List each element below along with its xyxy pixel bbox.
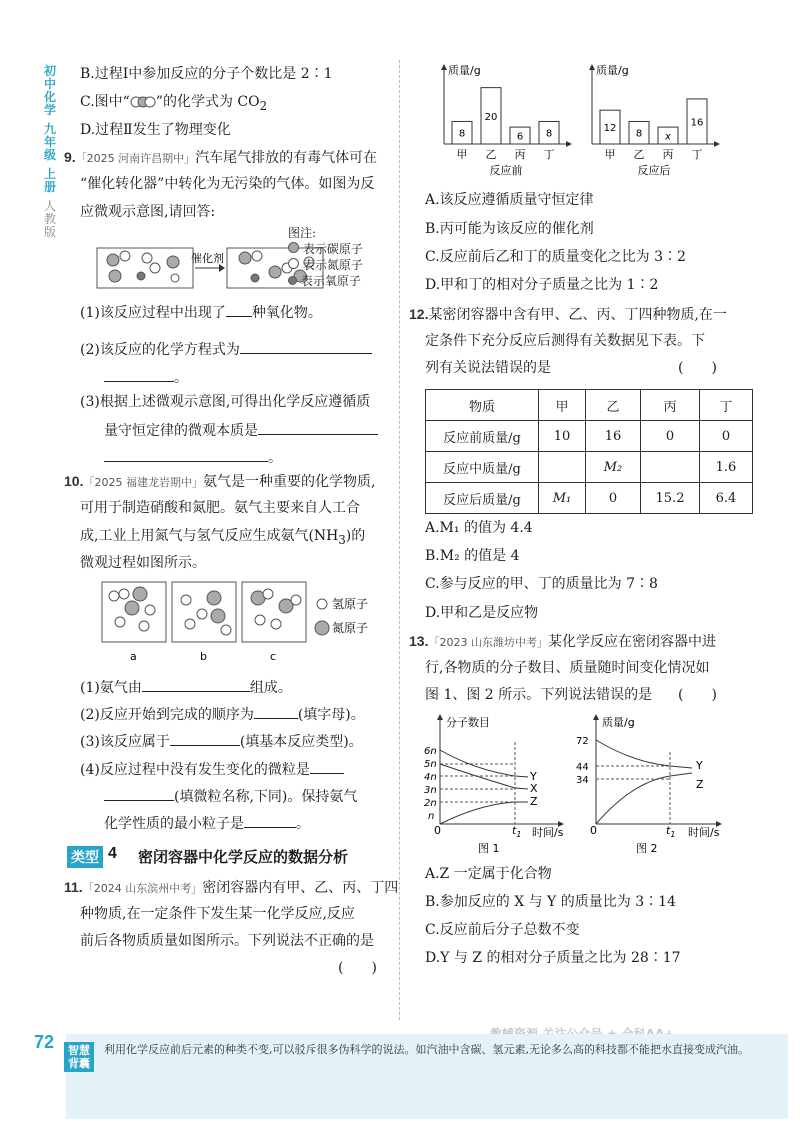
- y-axis-label: 质量/g: [596, 64, 629, 77]
- fig1-curve-x: X: [530, 782, 538, 795]
- table-cell: 反应后质量/g: [426, 483, 539, 514]
- q10-line-4: 微观过程如图所示。: [80, 555, 206, 571]
- chart-caption: 反应前: [489, 164, 523, 177]
- fig1-ylabel: 分子数目: [446, 716, 490, 729]
- fig2-caption: 图 2: [636, 842, 658, 855]
- answer-blank[interactable]: [104, 447, 268, 462]
- fig1-ytick: 6n: [424, 746, 437, 757]
- q11-line-2: 种物质,在一定条件下发生某一化学反应,反应: [80, 906, 355, 922]
- fig1-curve-z: Z: [530, 795, 538, 808]
- table-cell: 反应中质量/g: [426, 452, 539, 483]
- q11-option-b: B.丙可能为该反应的催化剂: [425, 221, 594, 237]
- answer-blank[interactable]: [142, 677, 250, 692]
- q10-micro-diagram: [100, 580, 400, 666]
- fig2-ytick: 34: [576, 775, 589, 786]
- fig2-ytick: 44: [576, 762, 589, 773]
- fig1-t1: $t_1$: [512, 824, 522, 839]
- q11-option-c: C.反应前后乙和丁的质量变化之比为 3∶2: [425, 249, 686, 265]
- table-header: 乙: [586, 390, 641, 421]
- table-cell: 0: [641, 421, 700, 452]
- bar-value-label: 20: [484, 111, 498, 123]
- category-tag: 类型: [67, 846, 103, 868]
- sidebar-term: 上册: [43, 167, 56, 194]
- q13-option-d: D.Y 与 Z 的相对分子质量之比为 28∶17: [425, 950, 681, 966]
- answer-blank[interactable]: [258, 420, 378, 435]
- category-label: 甲: [604, 148, 616, 161]
- y-axis-label: 质量/g: [448, 64, 481, 77]
- q9-arrow-label: 催化剂: [191, 252, 224, 265]
- fig2-ytick: 72: [576, 736, 589, 747]
- x-axis-arrow: [714, 141, 720, 147]
- sidebar-subject: 初中化学: [43, 64, 56, 117]
- bar-value-label: 16: [690, 117, 704, 129]
- fig2-t1: $t_1$: [666, 824, 676, 839]
- table-row: [426, 452, 753, 483]
- q12-line-2: 定条件下充分反应后测得有关数据见下表。下: [425, 333, 705, 349]
- answer-blank[interactable]: [244, 813, 296, 828]
- nitrogen-atom-icon: [315, 621, 329, 635]
- q10-part-4-cont: (填微粒名称,下同)。保持氨气: [104, 786, 357, 807]
- answer-blank[interactable]: [240, 339, 372, 354]
- table-cell: 10: [539, 421, 586, 452]
- bar-value-label: 12: [603, 123, 617, 135]
- q9-part-1: (1)该反应过程中出现了 种氧化物。: [80, 302, 322, 323]
- table-cell: 0: [700, 421, 753, 452]
- chart-caption: 反应后: [637, 164, 671, 177]
- q12-option-a: A.M₁ 的值为 4.4: [425, 520, 533, 536]
- q13-option-c: C.反应前后分子总数不变: [425, 922, 580, 938]
- sidebar: [40, 65, 60, 245]
- q12-option-c: C.参与反应的甲、丁的质量比为 7∶8: [425, 576, 658, 592]
- q10-part-3: (3)该反应属于 (填基本反应类型)。: [80, 731, 363, 752]
- page-number: 72: [34, 1032, 55, 1052]
- q9-line-2: “催化转化器”中转化为无污染的气体。如图为反: [80, 176, 375, 192]
- column-divider: [399, 60, 401, 1020]
- fig2-curve-z: Z: [696, 778, 704, 791]
- carbon-atom-icon: [288, 242, 299, 253]
- table-cell: 16: [586, 421, 641, 452]
- q9-legend: 图注: 表示碳原子 表示氮原子 表示氧原子: [288, 226, 363, 288]
- table-row: [426, 483, 753, 514]
- bar-value-label: 8: [635, 128, 643, 140]
- category-label: 甲: [456, 148, 468, 161]
- legend-nitrogen: 氮原子: [332, 621, 369, 635]
- q13-answer-paren[interactable]: ( ): [678, 687, 717, 703]
- table-cell: 反应前质量/g: [426, 421, 539, 452]
- bar-value-label: 8: [458, 128, 466, 140]
- q10-line-2: 可用于制造硝酸和氮肥。氨气主要来自人工合: [80, 500, 360, 516]
- q13-line-1: 13.「2023 山东潍坊中考」某化学反应在密闭容器中进: [409, 633, 716, 650]
- fig2-curve-y: Y: [696, 759, 703, 772]
- table-header: 甲: [539, 390, 586, 421]
- q9-part-3-cont: 量守恒定律的微观本质是: [104, 420, 378, 441]
- table-row: [426, 421, 753, 452]
- q10-part-4: (4)反应过程中没有发生变化的微粒是: [80, 759, 344, 780]
- footer-text: 利用化学反应前后元素的种类不变,可以驳斥很多伪科学的说法。如汽油中含碳、氢元素,无论多么高的科技都不能把水直接变成汽油。: [104, 1043, 749, 1056]
- q10-line-3: 成,工业上用氮气与氢气反应生成氨气$(NH_3)$的: [80, 528, 366, 547]
- q10-line-1: 10.「2025 福建龙岩期中」氨气是一种重要的化学物质,: [64, 473, 376, 490]
- oxygen-atom-icon: [288, 276, 297, 285]
- box-label-a: a: [130, 650, 137, 663]
- table-header-row: [426, 390, 753, 421]
- table-header: 物质: [426, 390, 539, 421]
- answer-blank[interactable]: [254, 704, 298, 719]
- table-header: 丙: [641, 390, 700, 421]
- fig2-origin: 0: [590, 824, 597, 837]
- q9-legend-title: 图注:: [288, 226, 317, 240]
- q11-answer-paren[interactable]: ( ): [338, 960, 377, 976]
- q11-option-d: D.甲和丁的相对分子质量之比为 1∶2: [425, 277, 659, 293]
- fig1-caption: 图 1: [478, 842, 500, 855]
- fig2-xlabel: 时间/s: [688, 826, 720, 839]
- q9-part-3: (3)根据上述微观示意图,可得出化学反应遵循质: [80, 394, 371, 410]
- answer-blank[interactable]: [104, 786, 174, 801]
- x-axis-arrow: [566, 141, 572, 147]
- table-cell: 6.4: [700, 483, 753, 514]
- fig1-xlabel: 时间/s: [532, 826, 564, 839]
- q13-option-b: B.参加反应的 X 与 Y 的质量比为 3∶14: [425, 894, 676, 910]
- fig1-ytick: 2n: [424, 798, 437, 809]
- q8-option-c: C.图中“ ”的化学式为 $CO_2$: [80, 94, 268, 113]
- co2-molecule-icon: [130, 96, 156, 108]
- q12-answer-paren[interactable]: ( ): [678, 360, 717, 376]
- category-number: 4: [108, 845, 117, 862]
- table-cell: M₂: [586, 452, 641, 483]
- q12-data-table: [425, 389, 753, 514]
- q12-option-b: B.M₂ 的值是 4: [425, 548, 520, 564]
- q10-part-4-cont2: 化学性质的最小粒子是 。: [104, 813, 310, 834]
- category-label: 丙: [662, 148, 674, 161]
- fig1-ytick: 3n: [424, 785, 437, 796]
- q10-part-1: (1)氨气由 组成。: [80, 677, 292, 698]
- fig1-origin: 0: [434, 824, 441, 837]
- q13-figure-1: [420, 712, 580, 858]
- bar-value-label: 8: [545, 128, 553, 140]
- q12-line-1: 12.某密闭容器中含有甲、乙、丙、丁四种物质,在一: [409, 306, 727, 323]
- category-label: 丙: [514, 148, 526, 161]
- fig1-ytick: 4n: [424, 772, 437, 783]
- y-axis-arrow: [441, 64, 447, 70]
- chart-after: [578, 60, 728, 180]
- fig1-curve-y: Y: [530, 770, 537, 783]
- nitrogen-atom-icon: [288, 258, 299, 269]
- fig2-ylabel: 质量/g: [602, 716, 635, 729]
- category-title: 密闭容器中化学反应的数据分析: [138, 848, 349, 866]
- q8-option-b: B.过程Ⅰ中参加反应的分子个数比是 2∶1: [80, 66, 333, 82]
- answer-blank[interactable]: [226, 302, 252, 317]
- q13-line-3: 图 1、图 2 所示。下列说法错误的是: [425, 687, 653, 703]
- table-header: 丁: [700, 390, 753, 421]
- q12-line-3: 列有关说法错误的是: [425, 360, 551, 376]
- table-cell: 1.6: [700, 452, 753, 483]
- sidebar-edition: 人教版: [43, 199, 56, 239]
- chart-before: [430, 60, 580, 180]
- box-label-c: c: [270, 650, 277, 663]
- q13-figure-2: [572, 712, 742, 858]
- category-label: 乙: [633, 148, 645, 161]
- q12-option-d: D.甲和乙是反应物: [425, 605, 539, 621]
- table-cell: 15.2: [641, 483, 700, 514]
- answer-blank[interactable]: [104, 367, 174, 382]
- category-label: 乙: [485, 148, 497, 161]
- fig1-ytick: n: [428, 811, 435, 822]
- bar-value-label: x: [665, 131, 671, 143]
- q9-line-3: 应微观示意图,请回答:: [80, 204, 216, 220]
- y-axis-arrow: [589, 64, 595, 70]
- q8-option-d: D.过程Ⅱ发生了物理变化: [80, 122, 231, 138]
- fig1-ytick: 5n: [424, 759, 437, 770]
- category-label: 丁: [691, 148, 703, 161]
- q9-part-2-cont: 。: [104, 367, 188, 388]
- answer-blank[interactable]: [170, 731, 240, 746]
- q9-part-2: (2)该反应的化学方程式为: [80, 339, 372, 360]
- answer-blank[interactable]: [310, 759, 344, 774]
- q11-line-3: 前后各物质质量如图所示。下列说法不正确的是: [80, 933, 374, 949]
- q13-option-a: A.Z 一定属于化合物: [425, 866, 552, 882]
- q9-line-1: 9.「2025 河南许昌期中」汽车尾气排放的有毒气体可在: [64, 149, 378, 166]
- table-cell: [641, 452, 700, 483]
- q11-option-a: A.该反应遵循质量守恒定律: [425, 192, 594, 208]
- hydrogen-atom-icon: [317, 599, 327, 609]
- category-label: 丁: [543, 148, 555, 161]
- q9-part-3-cont2: 。: [104, 447, 282, 468]
- wisdom-badge: 智慧背囊: [64, 1042, 94, 1072]
- table-cell: 0: [586, 483, 641, 514]
- q11-line-1: 11.「2024 山东滨州中考」密闭容器内有甲、乙、丙、丁四: [64, 879, 399, 896]
- sidebar-grade: 九年级: [43, 122, 56, 162]
- table-cell: M₁: [539, 483, 586, 514]
- box-label-b: b: [200, 650, 207, 663]
- bar-value-label: 6: [516, 131, 524, 143]
- q13-line-2: 行,各物质的分子数目、质量随时间变化情况如: [425, 660, 710, 676]
- legend-hydrogen: 氢原子: [332, 597, 369, 611]
- q10-part-2: (2)反应开始到完成的顺序为 (填字母)。: [80, 704, 365, 725]
- table-cell: [539, 452, 586, 483]
